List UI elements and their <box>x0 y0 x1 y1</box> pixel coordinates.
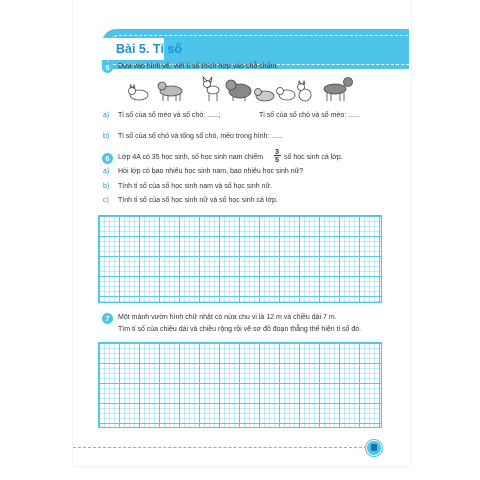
q6-c-label: c) <box>103 197 109 204</box>
q5-a-label: a) <box>103 112 110 119</box>
page-icon <box>371 444 377 451</box>
lesson-title: Bài 5. Tỉ số <box>116 42 182 56</box>
q5-a-cat-dog-ratio: Tỉ số của số mèo và số chó: ......; <box>118 112 221 119</box>
q6-a-text: Hỏi lớp có bao nhiêu học sinh nam, bao nhiêu học sinh nữ? <box>118 168 304 175</box>
q6-answer-grid[interactable] <box>98 215 382 303</box>
footer-dashed-line <box>73 447 367 448</box>
q6-fraction-numerator: 3 <box>274 147 280 156</box>
q5-prompt: Dựa vào hình vẽ, viết tỉ số thích hợp vào chỗ chấm. <box>118 63 279 70</box>
q6-b-text: Tính tỉ số của số học sinh nam và số học sinh nữ. <box>118 183 273 190</box>
question-number-7: 7 <box>102 313 113 324</box>
q7-line-1: Một mảnh vườn hình chữ nhật có nửa chu vi là 12 m và chiều dài 7 m. <box>118 314 337 321</box>
q6-c-text: Tính tỉ số của số học sinh nữ và số học sinh cả lớp. <box>118 197 278 204</box>
q5-a-dog-cat-ratio: Tỉ số của số chó và số mèo: ...... <box>259 112 360 119</box>
question-number-6: 6 <box>102 153 113 164</box>
question-number-5: 5 <box>102 62 113 73</box>
q5-b-text: Tỉ số của số chó và tổng số chó, mèo trong hình: ...... <box>118 133 283 140</box>
q6-b-label: b) <box>103 183 110 190</box>
q6-fraction <box>273 148 281 163</box>
q6-prompt-end: số học sinh cả lớp. <box>284 154 343 161</box>
page-number-badge <box>366 440 382 456</box>
q6-fraction-denominator: 5 <box>274 155 280 164</box>
q7-answer-grid[interactable] <box>98 342 382 428</box>
cats-dogs-illustration <box>127 73 362 103</box>
q5-b-label: b) <box>103 133 110 140</box>
q6-prompt: Lớp 4A có 35 học sinh, số học sinh nam chiếm <box>118 154 264 161</box>
q6-a-label: a) <box>103 168 110 175</box>
q7-line-2: Tìm tỉ số của chiều dài và chiều rộng rồi vẽ sơ đồ đoạn thẳng thể hiện tỉ số đó. <box>118 326 362 333</box>
